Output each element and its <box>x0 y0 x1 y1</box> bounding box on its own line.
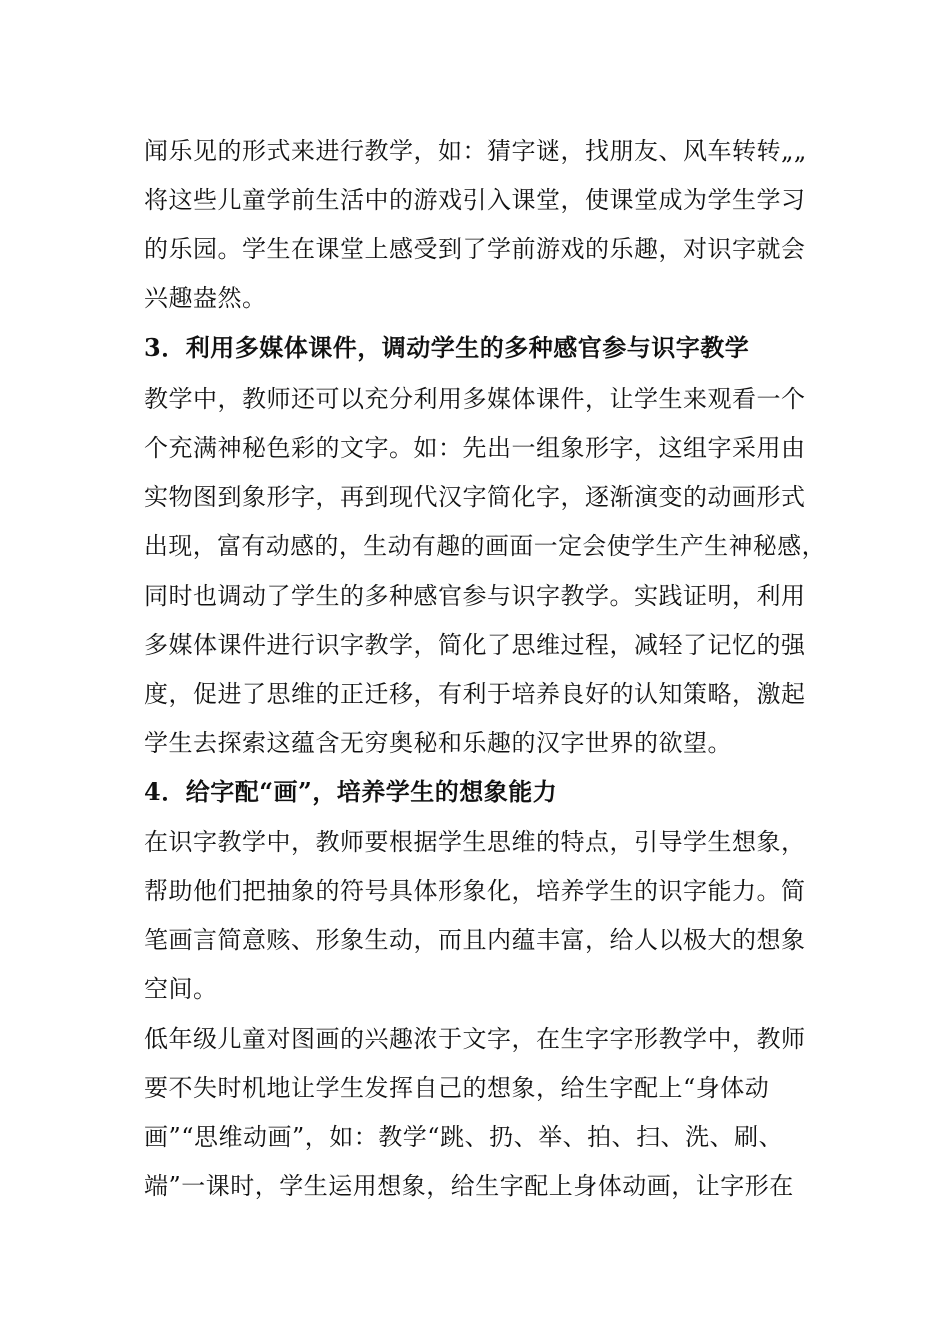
paragraph-line: 低年级儿童对图画的兴趣浓于文字，在生字字形教学中，教师 <box>144 1025 806 1053</box>
paragraph-line: 度，促进了思维的正迁移，有利于培养良好的认知策略，激起 <box>144 680 806 708</box>
paragraph-line: 将这些儿童学前生活中的游戏引入课堂，使课堂成为学生学习 <box>144 186 806 214</box>
paragraph-line: 空间。 <box>144 975 218 1003</box>
paragraph-line: 在识字教学中，教师要根据学生思维的特点，引导学生想象， <box>144 828 806 856</box>
section-heading-4: 4．给字配“画”，培养学生的想象能力 <box>144 777 558 806</box>
paragraph-line: 画”“思维动画”，如：教学“跳、扔、举、拍、扫、洗、刷、 <box>144 1123 784 1151</box>
paragraph-line: 多媒体课件进行识字教学，简化了思维过程，减轻了记忆的强 <box>144 631 806 659</box>
paragraph-line: 闻乐见的形式来进行教学，如：猜字谜，找朋友、风车转转„„ <box>144 137 807 165</box>
paragraph-line: 实物图到象形字，再到现代汉字简化字，逐渐演变的动画形式 <box>144 483 806 511</box>
paragraph-line: 要不失时机地让学生发挥自己的想象，给生字配上“身体动 <box>144 1074 770 1102</box>
paragraph-line: 的乐园。学生在课堂上感受到了学前游戏的乐趣，对识字就会 <box>144 235 806 263</box>
paragraph-line: 个充满神秘色彩的文字。如：先出一组象形字，这组字采用由 <box>144 434 806 462</box>
paragraph-line: 教学中，教师还可以充分利用多媒体课件，让学生来观看一个 <box>144 385 806 413</box>
paragraph-line: 同时也调动了学生的多种感官参与识字教学。实践证明，利用 <box>144 582 806 610</box>
paragraph-line: 帮助他们把抽象的符号具体形象化，培养学生的识字能力。简 <box>144 877 806 905</box>
paragraph-line: 兴趣盎然。 <box>144 284 267 312</box>
paragraph-line: 出现，富有动感的，生动有趣的画面一定会使学生产生神秘感， <box>144 532 826 560</box>
section-heading-3: 3．利用多媒体课件，调动学生的多种感官参与识字教学 <box>144 333 750 362</box>
paragraph-line: 笔画言简意赅、形象生动，而且内蕴丰富，给人以极大的想象 <box>144 926 806 954</box>
paragraph-line: 端”一课时，学生运用想象，给生字配上身体动画，让字形在 <box>144 1172 794 1200</box>
paragraph-line: 学生去探索这蕴含无穷奥秘和乐趣的汉字世界的欲望。 <box>144 729 732 757</box>
